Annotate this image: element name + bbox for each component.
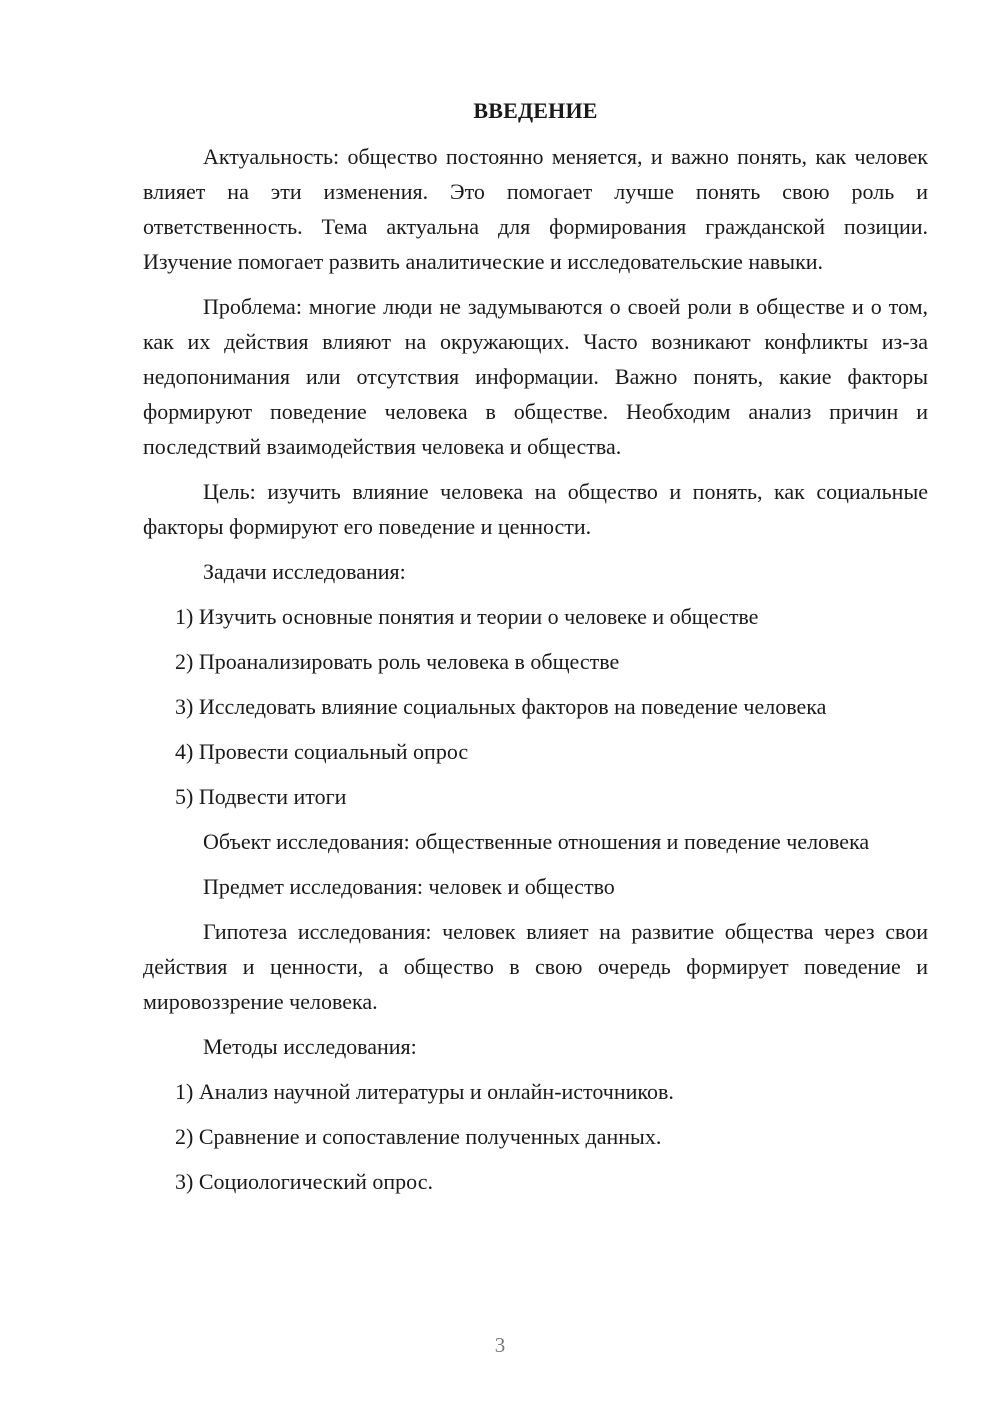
method-item: 2) Сравнение и сопоставление полученных данных. [175,1124,662,1149]
page-title: ВВЕДЕНИЕ [473,98,598,123]
task-item: 2) Проанализировать роль человека в обществе [175,649,620,674]
tasks-title: Задачи исследования: [203,559,406,584]
method-item: 3) Социологический опрос. [175,1169,433,1194]
subject-paragraph: Предмет исследования: человек и общество [203,874,615,899]
task-item: 4) Провести социальный опрос [175,739,469,764]
task-item: 3) Исследовать влияние социальных факторов на поведение человека [175,694,827,719]
object-paragraph: Объект исследования: общественные отношения и поведение человека [203,829,870,854]
method-item: 1) Анализ научной литературы и онлайн-источников. [175,1079,674,1104]
task-item: 1) Изучить основные понятия и теории о человеке и обществе [175,604,759,629]
relevance-paragraph: Актуальность: общество постоянно меняется, и важно понять, как человек влияет на эти изменения. Это помогает лучше понять свою роль и ответственность. Тема актуальна для формирования гражданской позиции. Изучение помогает развить аналитические и исследовательские навыки. [143,144,928,274]
problem-paragraph: Проблема: многие люди не задумываются о своей роли в обществе и о том, как их действия влияют на окружающих. Часто возникают конфликты из-за недопонимания или отсутствия информации. Важно понять, какие факторы формируют поведение человека в обществе. Необходим анализ причин и последствий взаимодействия человека и общества. [143,294,928,459]
page-content [143,95,928,1199]
hypothesis-paragraph: Гипотеза исследования: человек влияет на развитие общества через свои действия и ценности, а общество в свою очередь формирует поведение и мировоззрение человека. [143,919,928,1014]
page-number: 3 [494,1333,506,1357]
goal-paragraph: Цель: изучить влияние человека на общество и понять, как социальные факторы формируют его поведение и ценности. [143,479,928,539]
methods-title: Методы исследования: [203,1034,417,1059]
task-item: 5) Подвести итоги [175,784,347,809]
